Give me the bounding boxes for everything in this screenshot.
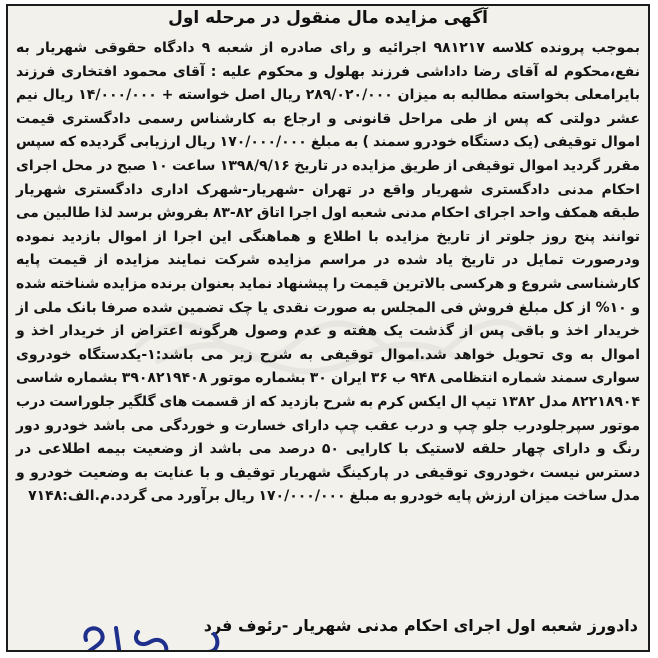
notice-title: آگهی مزایده مال منقول در مرحله اول [168,8,488,28]
notice-body: بموجب پرونده کلاسه ۹۸۱۲۱۷ اجرائیه و رای صادره از شعبه ۹ دادگاه حقوقی شهریار به نفع،محکوم له آقای رضا داداشی فرزند بهلول و محکوم علیه : آقای محمود افتخاری فرزند بایرامعلی بخواسته مطالبه به میزان ۲۸۹/۰۲۰/۰۰۰ ریال اصل خواسته + ۱۴/۰۰۰/۰۰۰ ریال نیم عشر دولتی که پس از طی مراحل قانونی و ارجاع به کارشناس رسمی دادگستری قیمت اموال توقیفی (یک دستگاه خودرو سمند ) به مبلغ ۱۷۰/۰۰۰/۰۰۰ ریال ارزیابی گردیده که سپس مقرر گردید اموال توقیفی از طریق مزایده در تاریخ ۱۳۹۸/۹/۱۶ ساعت ۱۰ صبح در محل اجرای احکام مدنی دادگستری شهریار واقع در تهران -شهریار-شهرک اداری دادگستری شهریار طبقه همکف واحد اجرای احکام مدنی شعبه اول اجرا اتاق ۸۲-۸۳ بفروش برسد لذا طالبین می توانند پنج روز جلوتر از تاریخ مزایده با اطلاع و هماهنگی این اجرا از اموال بازدید نموده ودرصورت تمایل در تاریخ یاد شده در مراسم مزایده شرکت نمایند مزایده از قیمت پایه کارشناسی شروع و هرکسی بالاترین قیمت را پیشنهاد نماید بعنوان برنده مزایده شناخته شده و ۱۰% از کل مبلغ فروش فی المجلس به صورت نقدی یا چک تضمین شده صرفا بانک ملی از خریدار اخذ و باقی پس از گذشت یک هفته و عدم وصول هرگونه اعتراض از خریدار اخذ و اموال به وی تحویل خواهد شد.اموال توقیفی به شرح زیر می باشد:۱-یکدستگاه خودروی سواری سمند شماره انتظامی ۹۴۸ ب ۳۶ ایران ۳۰ بشماره موتور ۳۹۰۸۲۱۹۴۰۸ بشماره شاسی ۸۲۲۱۸۹۰۴ مدل ۱۳۸۲ تیپ ال ایکس کرم به شرح بازدید که از قسمت های گلگیر جلوراست درب موتور سپرجلودرب جلو چپ و درب عقب چپ دارای خسارت و خوردگی می باشد خودرو دور رنگ و دارای چهار حلقه لاستیک با کارایی ۵۰ درصد می باشد از وضعیت بیمه اطلاعی در دسترس نیست ،خودروی توقیفی در پارکینگ شهریار توقیف و با عنایت به وضعیت خودرو و مدل ساخت میزان ارزش پایه خودرو به مبلغ ۱۷۰/۰۰۰/۰۰۰ ریال برآورد می گردد.م.الف:۷۱۴۸ [16,40,641,505]
notice-signature: دادورز شعبه اول اجرای احکام مدنی شهریار -رئوف فرد [203,616,638,635]
notice-frame [6,4,650,652]
handwritten-number [68,618,228,652]
